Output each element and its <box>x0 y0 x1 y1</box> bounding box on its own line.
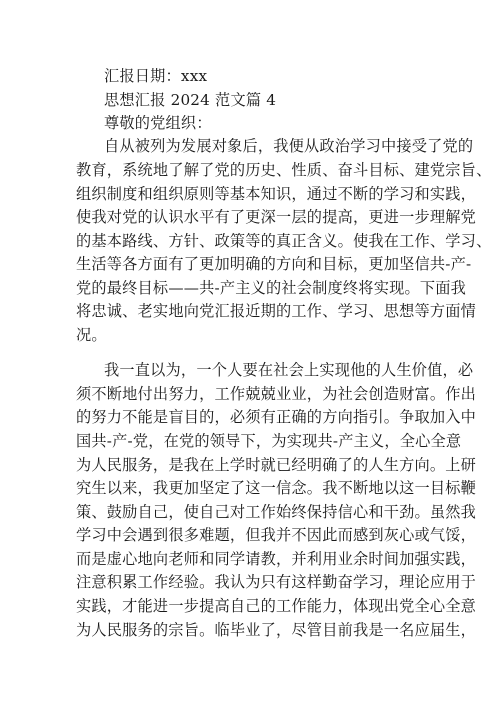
paragraph-2-line: 实践，才能进一步提高自己的工作能力，体现出党全心全意 <box>76 597 477 615</box>
paragraph-1-line: 教育，系统地了解了党的历史、性质、奋斗目标、建党宗旨、 <box>76 161 492 179</box>
document-title: 思想汇报 2024 范文篇 4 <box>104 91 277 109</box>
paragraph-1-line: 自从被列为发展对象后，我便从政治学习中接受了党的 <box>104 137 474 155</box>
paragraph-2-line: 究生以来，我更加坚定了这一信念。我不断地以这一目标鞭 <box>76 479 477 497</box>
paragraph-1-line: 使我对党的认识水平有了更深一层的提高，更进一步理解党 <box>76 208 477 226</box>
paragraph-1-line: 的基本路线、方针、政策等的真正含义。使我在工作、学习、 <box>76 232 492 250</box>
paragraph-1-line: 况。 <box>76 326 107 344</box>
paragraph-2-line: 注意积累工作经验。我认为只有这样勤奋学习，理论应用于 <box>76 573 477 591</box>
paragraph-2-line: 策、鼓励自己，使自己对工作始终保持信心和干劲。虽然我 <box>76 503 477 521</box>
paragraph-2-line: 而是虚心地向老师和同学请教，并利用业余时间加强实践， <box>76 550 477 568</box>
paragraph-2-line: 我一直以为，一个人要在社会上实现他的人生价值，必 <box>104 361 474 379</box>
paragraph-2-line: 国共-产-党，在党的领导下，为实现共-产主义，全心全意 <box>76 432 462 450</box>
paragraph-2-line: 学习中会遇到很多难题，但我并不因此而感到灰心或气馁， <box>76 526 477 544</box>
paragraph-1-line: 将忠诚、老实地向党汇报近期的工作、学习、思想等方面情 <box>76 302 477 320</box>
paragraph-1-line: 生活等各方面有了更加明确的方向和目标，更加坚信共-产- <box>76 255 472 273</box>
paragraph-2-line: 须不断地付出努力，工作兢兢业业，为社会创造财富。作出 <box>76 385 477 403</box>
paragraph-1-line: 党的最终目标——共-产主义的社会制度终将实现。下面我 <box>76 279 467 297</box>
paragraph-2-line: 为人民服务的宗旨。临毕业了，尽管目前我是一名应届生， <box>76 621 477 639</box>
paragraph-1-line: 组织制度和组织原则等基本知识，通过不断的学习和实践， <box>76 185 477 203</box>
paragraph-2-line: 为人民服务，是我在上学时就已经明确了的人生方向。上研 <box>76 456 477 474</box>
report-date: 汇报日期：xxx <box>104 67 208 85</box>
paragraph-2-line: 的努力不能是盲目的，必须有正确的方向指引。争取加入中 <box>76 408 477 426</box>
salutation: 尊敬的党组织： <box>104 114 212 132</box>
